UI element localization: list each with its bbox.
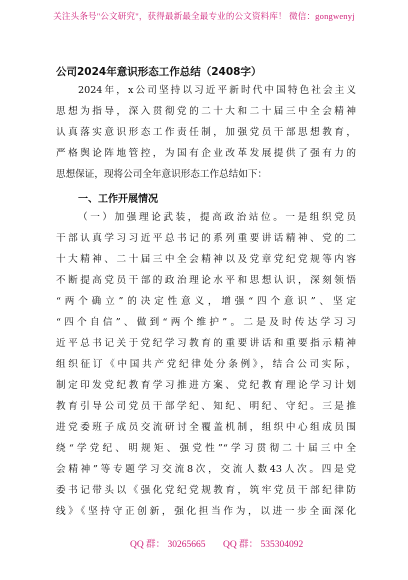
body-line: 线》《坚持守正创新，强化担当作为，以进一步全面深化 <box>56 506 356 517</box>
body-line: 会精神”等专题学习交流8次，交流人数43人次。四是党 <box>56 464 356 475</box>
body-line: 进党委班子成员交流研讨全覆盖机制，组织中心组成员围 <box>56 422 356 433</box>
intro-line: 认真落实意识形态工作责任制，加强党员干部思想教育， <box>56 127 356 138</box>
intro-line: 严格舆论阵地管控，为国有企业改革发展提供了强有力的 <box>56 148 356 159</box>
body-line: 组织征订《中国共产党纪律处分条例》，结合公司实际， <box>56 359 356 370</box>
body-line: （一）加强理论武装，提高政治站位。一是组织党员 <box>78 212 356 223</box>
intro-line: 思想为指导，深入贯彻党的二十大和二十届三中全会精神 <box>56 106 356 117</box>
body-line: “四个自信”、做到“两个维护”。二是及时传达学习习 <box>56 317 356 328</box>
body-line: 制定印发党纪教育学习推进方案、党纪教育理论学习计划 <box>56 380 356 391</box>
body-line: 近平总书记关于党纪学习教育的重要讲话和重要指示精神 <box>56 338 356 349</box>
footer-qq-group-1: QQ 群： 30265665 <box>130 540 206 550</box>
section-heading: 一、工作开展情况 <box>78 194 158 205</box>
intro-line: 2024年，x公司坚持以习近平新时代中国特色社会主义 <box>78 85 356 96</box>
header-banner: 关注头条号"公文研究"，获得最新最全最专业的公文资料库！ 微信：gongwenyj <box>53 11 355 21</box>
footer-qq-group-2: QQ 群： 535304092 <box>223 540 304 550</box>
intro-line: 思想保证，现将公司全年意识形态工作总结如下： <box>56 169 268 180</box>
body-line: “两个确立”的决定性意义，增强“四个意识”、坚定 <box>56 296 356 307</box>
body-line: 干部认真学习习近平总书记的系列重要讲话精神、党的二 <box>56 233 356 244</box>
body-line: 绕“学党纪、明规矩、强党性”“学习贯彻二十届三中全 <box>56 443 356 454</box>
document-title: 公司2024年意识形态工作总结（2408字） <box>56 66 262 78</box>
body-line: 委书记带头以《强化党纪党规教育，筑牢党员干部纪律防 <box>56 485 356 496</box>
body-line: 教育引导公司党员干部学纪、知纪、明纪、守纪。三是推 <box>56 401 356 412</box>
body-line: 十大精神、二十届三中全会精神以及党章党纪党规等内容 <box>56 254 356 265</box>
body-line: 不断提高党员干部的政治理论水平和思想认识，深刻领悟 <box>56 275 356 286</box>
